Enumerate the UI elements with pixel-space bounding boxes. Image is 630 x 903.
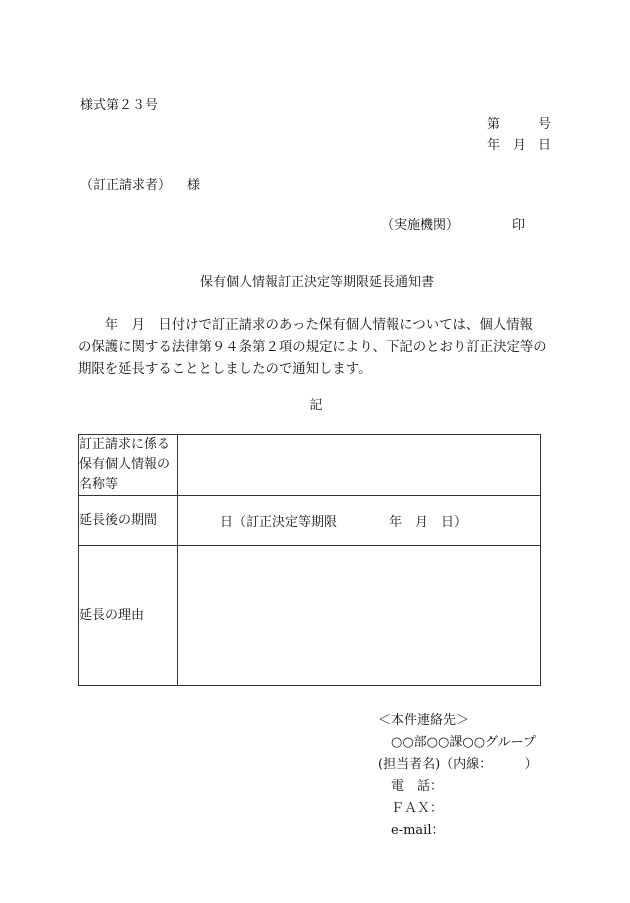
contact-phone: 電 話： [378, 779, 444, 794]
table-row-name [79, 435, 541, 496]
row-period-value: 日（訂正決定等期限 年 月 日） [178, 496, 541, 546]
row-reason-value [178, 546, 541, 686]
document-title: 保有個人情報訂正決定等期限延長通知書 [199, 275, 434, 290]
form-number: 様式第２３号 [80, 98, 159, 113]
body-line-3: 期限を延長することとしましたので通知します。 [78, 362, 372, 377]
body-text [78, 315, 556, 381]
issuer-seal: 印 [512, 218, 526, 233]
contact-block [378, 710, 538, 842]
ki-heading: 記 [309, 398, 323, 413]
row-reason-label: 延長の理由 [79, 546, 178, 686]
date-year: 年 [487, 138, 501, 153]
table-row-period [79, 496, 541, 546]
contact-person: (担当者名)（内線： ） [378, 757, 538, 772]
body-line-2: の保護に関する法律第９４条第２項の規定により、下記のとおり訂正決定等の [78, 340, 547, 355]
detail-table [78, 434, 541, 686]
addressee-name: （訂正請求者） [80, 178, 172, 193]
number-go: 号 [538, 117, 552, 132]
row-name-value [178, 435, 541, 496]
contact-heading: ＜本件連絡先＞ [378, 713, 470, 728]
row-name-label: 訂正請求に係る 保有個人情報の 名称等 [79, 435, 178, 496]
body-line-1: 年 月 日付けで訂正請求のあった保有個人情報については、個人情報 [78, 318, 533, 333]
date-month: 月 [513, 138, 527, 153]
table-row-reason [79, 546, 541, 686]
contact-fax: ＦＡＸ： [378, 801, 444, 816]
row-period-label: 延長後の期間 [79, 496, 178, 546]
contact-email: e-mail： [378, 823, 445, 838]
number-dai: 第 [487, 117, 501, 132]
addressee-sama: 様 [187, 178, 201, 193]
date-day: 日 [538, 138, 552, 153]
issuer-name: （実施機関） [381, 218, 460, 233]
contact-department: ○○部○○課○○グループ [378, 735, 537, 750]
